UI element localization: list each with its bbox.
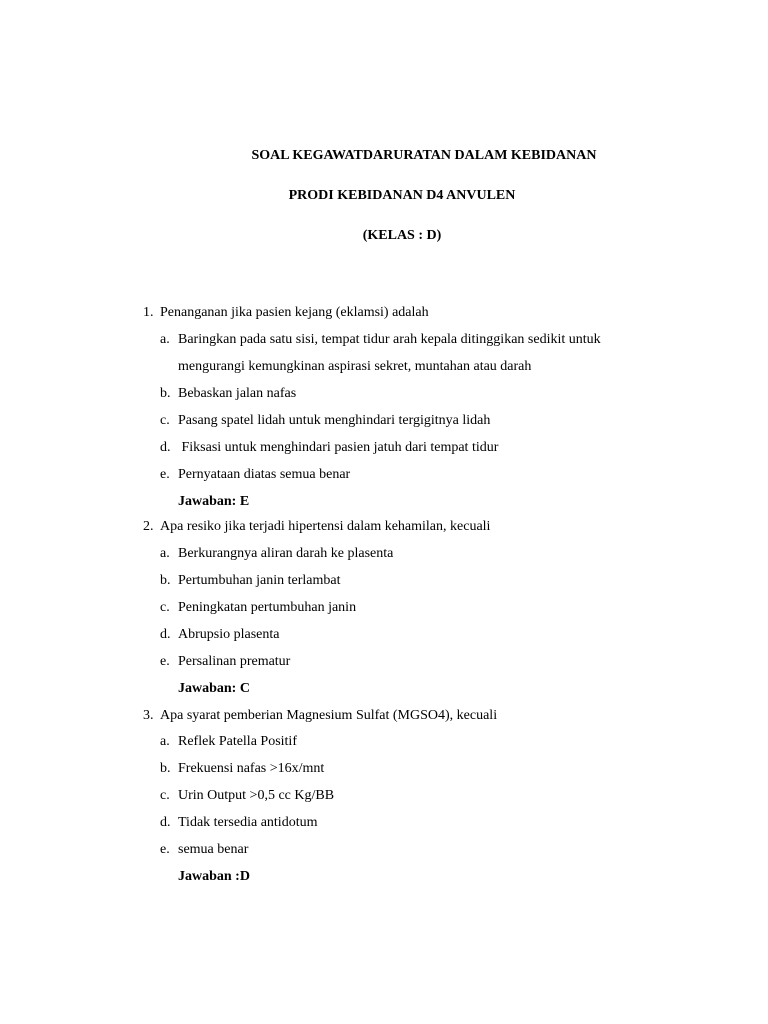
- question-3-option-a: [160, 733, 297, 751]
- question-2-option-b: [160, 572, 341, 590]
- question-text: Apa syarat pemberian Magnesium Sulfat (MGSO4), kecuali: [160, 708, 498, 723]
- option-letter: e.: [160, 654, 170, 669]
- document-title: SOAL KEGAWATDARURATAN DALAM KEBIDANAN: [251, 148, 597, 163]
- question-3-option-b: [160, 760, 324, 778]
- question-2-option-a: [160, 545, 393, 563]
- option-text: Reflek Patella Positif: [178, 734, 297, 749]
- question-1-answer: Jawaban: E: [178, 494, 250, 509]
- question-1-option-e: [160, 466, 350, 484]
- option-text: Tidak tersedia antidotum: [178, 815, 318, 830]
- option-letter: a.: [160, 546, 170, 561]
- option-letter: a.: [160, 332, 170, 347]
- option-text: Fiksasi untuk menghindari pasien jatuh dari tempat tidur: [178, 440, 499, 455]
- class-heading: (KELAS : D): [362, 228, 442, 243]
- option-letter: d.: [160, 627, 171, 642]
- option-text: Bebaskan jalan nafas: [178, 386, 297, 401]
- question-3-option-e: [160, 841, 248, 859]
- option-text: Pernyataan diatas semua benar: [178, 467, 351, 482]
- question-text: Apa resiko jika terjadi hipertensi dalam kehamilan, kecuali: [160, 519, 491, 534]
- option-letter: e.: [160, 467, 170, 482]
- option-letter: e.: [160, 842, 170, 857]
- option-text: Berkurangnya aliran darah ke plasenta: [178, 546, 394, 561]
- option-letter: c.: [160, 413, 170, 428]
- option-text: Peningkatan pertumbuhan janin: [178, 600, 357, 615]
- option-letter: c.: [160, 788, 170, 803]
- question-number: 2.: [143, 519, 154, 534]
- question-2-answer: Jawaban: C: [178, 681, 250, 696]
- question-1-option-a: [160, 331, 601, 349]
- question-3-answer: Jawaban :D: [178, 869, 250, 884]
- option-text: Urin Output >0,5 cc Kg/BB: [178, 788, 335, 803]
- option-text: semua benar: [178, 842, 249, 857]
- option-text: Persalinan prematur: [178, 654, 291, 669]
- question-number: 1.: [143, 305, 154, 320]
- option-letter: d.: [160, 440, 171, 455]
- option-text: Baringkan pada satu sisi, tempat tidur arah kepala ditinggikan sedikit untuk: [178, 332, 601, 347]
- question-1: [143, 304, 429, 322]
- option-text: Pasang spatel lidah untuk menghindari tergigitnya lidah: [178, 413, 491, 428]
- question-1-option-c: [160, 412, 490, 430]
- option-text: Abrupsio plasenta: [178, 627, 280, 642]
- question-1-option-b: [160, 385, 296, 403]
- question-3: [143, 707, 497, 725]
- question-text: Penanganan jika pasien kejang (eklamsi) adalah: [160, 305, 429, 320]
- option-letter: b.: [160, 761, 171, 776]
- question-number: 3.: [143, 708, 154, 723]
- question-2-option-c: [160, 599, 356, 617]
- question-3-option-d: [160, 814, 317, 832]
- question-1-option-a-continuation: mengurangi kemungkinan aspirasi sekret, muntahan atau darah: [178, 359, 532, 374]
- option-letter: b.: [160, 386, 171, 401]
- option-letter: d.: [160, 815, 171, 830]
- option-letter: a.: [160, 734, 170, 749]
- question-1-option-d: [160, 439, 498, 457]
- option-letter: b.: [160, 573, 171, 588]
- question-2-option-d: [160, 626, 279, 644]
- option-text: Frekuensi nafas >16x/mnt: [178, 761, 325, 776]
- program-heading: PRODI KEBIDANAN D4 ANVULEN: [288, 188, 516, 203]
- question-2-option-e: [160, 653, 290, 671]
- option-text: Pertumbuhan janin terlambat: [178, 573, 341, 588]
- option-letter: c.: [160, 600, 170, 615]
- question-3-option-c: [160, 787, 334, 805]
- question-2: [143, 518, 490, 536]
